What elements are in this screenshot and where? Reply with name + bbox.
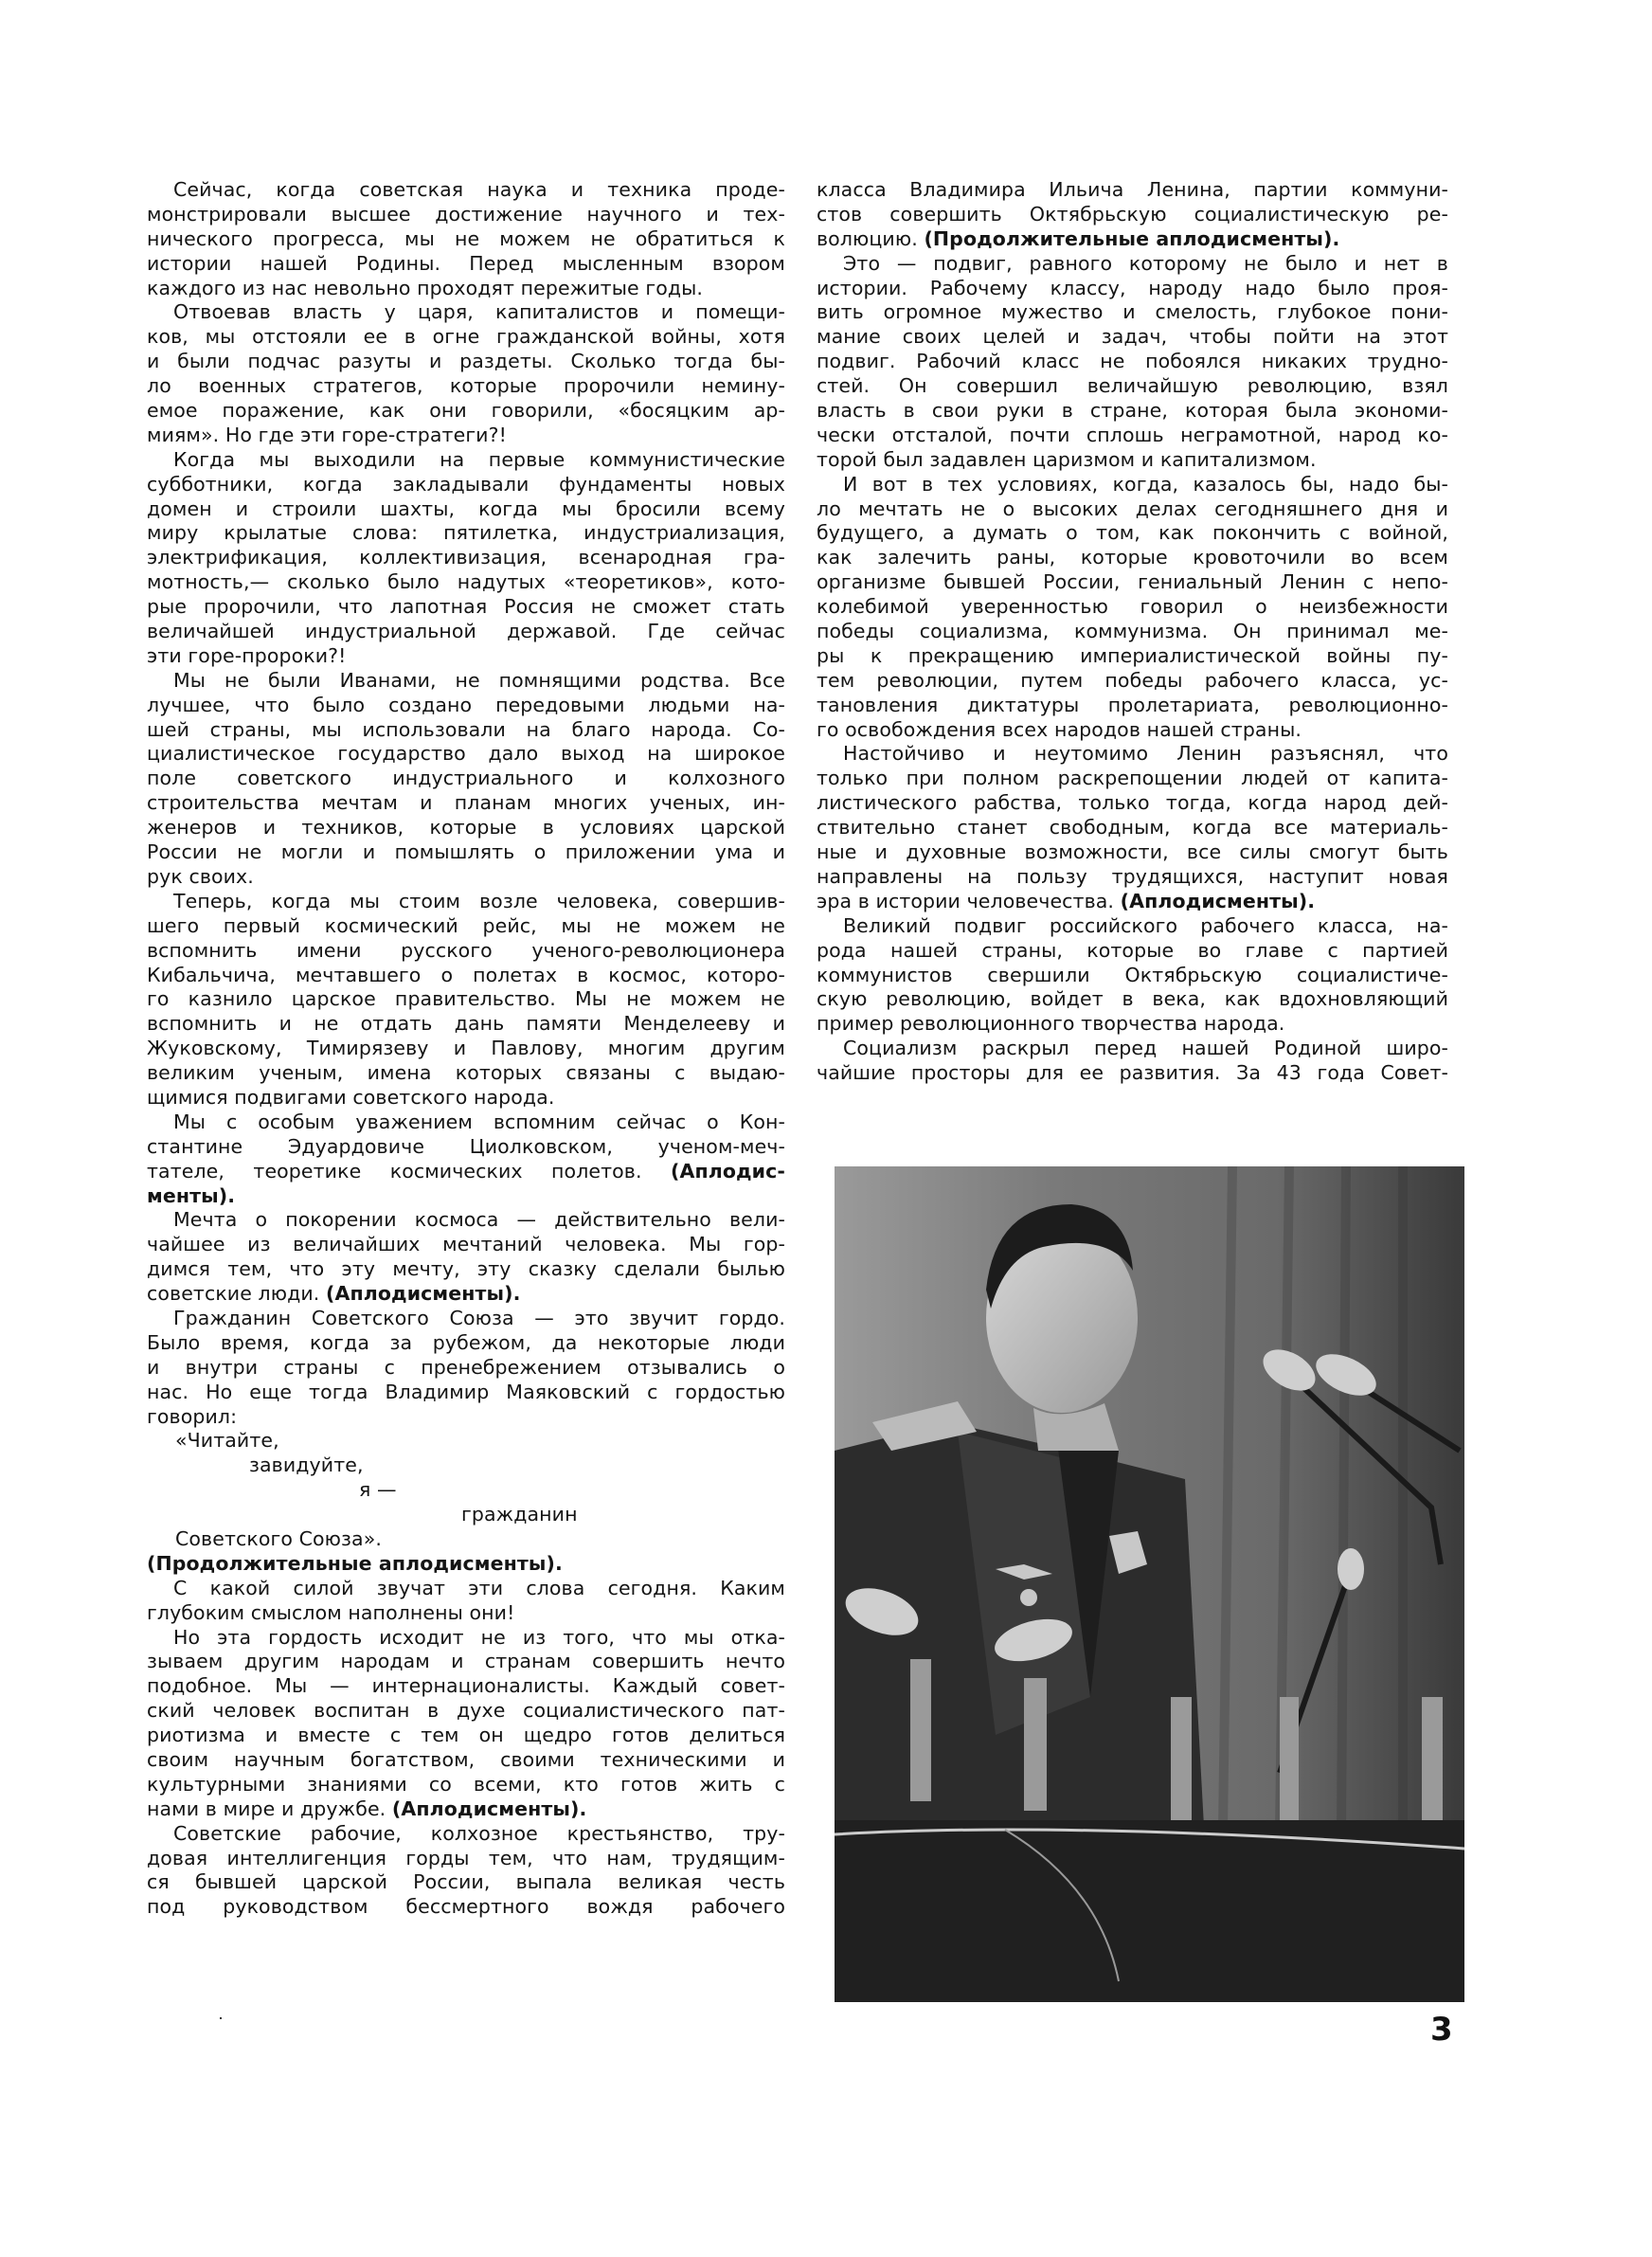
- text-line: [147, 1356, 785, 1381]
- text-line: [147, 1527, 785, 1552]
- text-run: ло военных стратегов, которые пророчили немину-: [147, 374, 785, 398]
- text-run: коммунистов свершили Октябрьскую социалистиче-: [817, 963, 1448, 986]
- text-run: ры к прекращению империалистической войны пу-: [817, 643, 1448, 667]
- text-run: С какой силой звучат эти слова сегодня. Каким: [173, 1576, 785, 1599]
- text-line: [817, 816, 1448, 840]
- text-line: [147, 325, 785, 350]
- text-column-right: [817, 178, 1448, 1086]
- text-line: [147, 767, 785, 791]
- text-line: [147, 1552, 785, 1577]
- text-line: [147, 1257, 785, 1282]
- text-run: победы социализма, коммунизма. Он принимал ме-: [817, 620, 1448, 643]
- text-line: [147, 987, 785, 1012]
- text-line: [817, 987, 1448, 1012]
- text-line: [147, 1478, 785, 1503]
- text-run: мотность,— сколько было надутых «теоретиков», кото-: [147, 570, 785, 594]
- text-run: стантине Эдуардовиче Циолковском, ученом-меч-: [147, 1134, 785, 1158]
- text-run: Мечта о покорении космоса — действительно вели-: [173, 1208, 785, 1232]
- text-run: миру крылатые слова: пятилетка, индустриализация,: [147, 521, 785, 545]
- text-run: каждого из нас невольно проходят пережитые годы.: [147, 276, 704, 299]
- text-line: [817, 620, 1448, 644]
- text-run: домен и строили шахты, когда мы бросили всему: [147, 497, 785, 520]
- text-run: зываем другим народам и странам совершить нечто: [147, 1650, 785, 1673]
- text-run: Советского Союза».: [175, 1526, 382, 1550]
- text-line: [147, 694, 785, 718]
- speaker-photo: [835, 1166, 1464, 2002]
- applause-note: (Аплодис-: [671, 1159, 785, 1183]
- text-line: [817, 939, 1448, 964]
- text-run: Мы с особым уважением вспомним сейчас о Кон-: [173, 1110, 785, 1133]
- text-run: направлены на пользу трудящихся, наступит новая: [817, 864, 1448, 888]
- applause-note: менты).: [147, 1183, 236, 1207]
- text-line: [817, 1061, 1448, 1086]
- text-line: [817, 374, 1448, 399]
- text-run: глубоким смыслом наполнены они!: [147, 1600, 515, 1624]
- text-run: го казнило царское правительство. Мы не можем не: [147, 987, 785, 1011]
- text-line: [147, 1086, 785, 1110]
- text-line: [817, 742, 1448, 767]
- text-line: [147, 1650, 785, 1674]
- applause-note: (Аплодисменты).: [391, 1797, 587, 1820]
- text-run: своим научным богатством, своими техническими и: [147, 1748, 785, 1771]
- text-run: Это — подвиг, равного которому не было и нет в: [843, 251, 1448, 275]
- text-run: России не могли и помышлять о приложении ума и: [147, 840, 785, 864]
- text-run: эра в истории человечества.: [817, 889, 1121, 912]
- text-run: тем революции, путем победы рабочего класса, ус-: [817, 668, 1448, 692]
- text-run: нами в мире и дружбе.: [147, 1797, 392, 1820]
- text-run: монстрировали высшее достижение научного и тех-: [147, 202, 785, 226]
- text-line: [147, 497, 785, 522]
- text-line: [817, 595, 1448, 620]
- applause-note: (Аплодисменты).: [1120, 889, 1316, 912]
- text-run: женеров и техников, которые в условиях царской: [147, 816, 785, 840]
- text-line: [147, 816, 785, 840]
- text-line: [147, 1037, 785, 1061]
- text-run: советские люди.: [147, 1282, 327, 1306]
- text-line: [817, 890, 1448, 914]
- text-run: Отвоевав власть у царя, капиталистов и помещи-: [173, 300, 785, 324]
- text-run: щимися подвигами советского народа.: [147, 1085, 555, 1109]
- text-run: Настойчиво и неутомимо Ленин разъяснял, что: [843, 742, 1448, 766]
- text-run: торой был задавлен царизмом и капитализмом.: [817, 447, 1317, 471]
- text-line: [147, 203, 785, 227]
- text-run: Было время, когда за рубежом, да некоторые люди: [147, 1330, 785, 1354]
- text-run: вспомнить имени русского ученого-революционера: [147, 938, 785, 962]
- text-run: И вот в тех условиях, когда, казалось бы, надо бы-: [843, 472, 1448, 496]
- text-run: истории нашей Родины. Перед мысленным взором: [147, 251, 785, 275]
- text-run: подвиг. Рабочий класс не побоялся никаких трудно-: [817, 350, 1448, 373]
- text-line: [147, 914, 785, 939]
- text-run: ные и духовные возможности, все силы смогут быть: [817, 840, 1448, 864]
- text-run: рук своих.: [147, 864, 254, 888]
- text-run: говорил:: [147, 1404, 238, 1428]
- text-line: [817, 1012, 1448, 1037]
- text-run: шего первый космический рейс, мы не можем не: [147, 913, 785, 937]
- text-run: Социализм раскрыл перед нашей Родиной широ-: [843, 1037, 1448, 1060]
- text-run: Сейчас, когда советская наука и техника проде-: [173, 178, 785, 201]
- text-run: Кибальчича, мечтавшего о полетах в космос, которо-: [147, 963, 785, 986]
- text-run: мание своих целей и задач, чтобы пойти на этот: [817, 325, 1448, 349]
- text-line: [147, 1061, 785, 1086]
- text-line: [817, 350, 1448, 374]
- text-run: класса Владимира Ильича Ленина, партии коммуни-: [817, 178, 1448, 201]
- text-run: истории. Рабочему классу, народу надо было проя-: [817, 276, 1448, 299]
- text-run: Когда мы выходили на первые коммунистические: [173, 447, 785, 471]
- text-line: [147, 1233, 785, 1257]
- text-line: [817, 424, 1448, 448]
- text-line: [147, 964, 785, 988]
- text-run: только при полном раскрепощении людей от капита-: [817, 767, 1448, 790]
- text-line: [817, 448, 1448, 473]
- text-line: [147, 1454, 785, 1478]
- text-line: [147, 1601, 785, 1626]
- text-line: [147, 1626, 785, 1651]
- text-run: поле советского индустриального и колхозного: [147, 767, 785, 790]
- text-line: [817, 473, 1448, 497]
- text-line: [147, 1577, 785, 1601]
- text-run: чески отсталой, почти сплошь неграмотной, народ ко-: [817, 423, 1448, 446]
- text-run: рода нашей страны, которые во главе с партией: [817, 938, 1448, 962]
- text-line: [147, 1381, 785, 1405]
- text-run: шей страны, мы использовали на благо народа. Со-: [147, 717, 785, 741]
- text-line: [147, 1405, 785, 1430]
- text-run: довая интеллигенция горды тем, что нам, трудящим-: [147, 1846, 785, 1869]
- text-run: волюцию.: [817, 226, 925, 250]
- text-line: [147, 1160, 785, 1184]
- text-run: завидуйте,: [249, 1454, 364, 1477]
- text-line: [147, 448, 785, 473]
- text-line: [147, 570, 785, 595]
- text-run: Мы не были Иванами, не помнящими родства. Все: [173, 668, 785, 692]
- text-line: [817, 546, 1448, 570]
- text-run: я —: [359, 1478, 397, 1502]
- text-run: емое поражение, как они говорили, «босяцким ар-: [147, 399, 785, 423]
- text-run: нического прогресса, мы не можем не обратиться к: [147, 226, 785, 250]
- text-run: риотизма и вместе с тем он щедро готов делиться: [147, 1724, 785, 1747]
- text-run: Гражданин Советского Союза — это звучит гордо.: [173, 1306, 785, 1329]
- text-line: [147, 473, 785, 497]
- text-line: [147, 1847, 785, 1871]
- text-run: скую революцию, войдет в века, как вдохновляющий: [817, 987, 1448, 1011]
- text-line: [147, 791, 785, 816]
- text-line: [147, 546, 785, 570]
- text-line: [147, 227, 785, 252]
- text-run: тановления диктатуры пролетариата, революционно-: [817, 693, 1448, 716]
- text-line: [147, 595, 785, 620]
- text-run: под руководством бессмертного вождя рабочего: [147, 1895, 785, 1919]
- page-number: 3: [1430, 2011, 1453, 2049]
- text-line: [147, 178, 785, 203]
- text-line: [147, 840, 785, 865]
- text-line: [147, 1822, 785, 1847]
- text-run: Теперь, когда мы стоим возле человека, совершив-: [173, 889, 785, 912]
- text-run: электрификация, коллективизация, всенародная гра-: [147, 546, 785, 569]
- applause-note: (Продолжительные аплодисменты).: [924, 226, 1340, 250]
- text-line: [147, 1773, 785, 1797]
- text-line: [817, 865, 1448, 890]
- text-line: [147, 277, 785, 301]
- text-run: ский человек воспитан в духе социалистического пат-: [147, 1699, 785, 1723]
- text-line: [147, 1724, 785, 1748]
- text-line: [147, 865, 785, 890]
- applause-note: (Аплодисменты).: [326, 1282, 521, 1306]
- text-line: [147, 1699, 785, 1724]
- text-line: [147, 1870, 785, 1895]
- text-line: [147, 1674, 785, 1699]
- text-run: будущего, а думать о том, как покончить с войной,: [817, 521, 1448, 545]
- text-line: [147, 1503, 785, 1527]
- text-run: эти горе-пророки?!: [147, 643, 347, 667]
- text-line: [147, 300, 785, 325]
- text-line: [147, 350, 785, 374]
- text-line: [147, 742, 785, 767]
- text-run: димся тем, что эту мечту, эту сказку сделали былью: [147, 1257, 785, 1281]
- text-line: [817, 325, 1448, 350]
- text-line: [817, 1037, 1448, 1061]
- text-line: [817, 914, 1448, 939]
- text-run: вить огромное мужество и смелость, глубокое пони-: [817, 300, 1448, 324]
- text-line: [817, 840, 1448, 865]
- text-run: ствительно станет свободным, когда все материаль-: [817, 816, 1448, 840]
- text-line: [817, 277, 1448, 301]
- text-line: [817, 570, 1448, 595]
- text-line: [817, 203, 1448, 227]
- text-line: [817, 964, 1448, 988]
- text-line: [147, 424, 785, 448]
- text-run: строительства мечтам и планам многих ученых, ин-: [147, 791, 785, 815]
- text-line: [147, 1429, 785, 1454]
- text-line: [147, 644, 785, 669]
- text-line: [147, 1208, 785, 1233]
- text-run: циалистическое государство дало выход на широкое: [147, 742, 785, 766]
- text-run: пример революционного творчества народа.: [817, 1012, 1285, 1036]
- text-run: Советские рабочие, колхозное крестьянство, тру-: [173, 1821, 785, 1845]
- text-run: культурными знаниями со всеми, кто готов жить с: [147, 1772, 785, 1796]
- text-run: лучшее, что было создано передовыми людьми на-: [147, 693, 785, 716]
- text-line: [817, 694, 1448, 718]
- text-run: Великий подвиг российского рабочего класса, на-: [843, 913, 1448, 937]
- text-line: [147, 939, 785, 964]
- text-run: стов совершить Октябрьскую социалистическую ре-: [817, 202, 1448, 226]
- text-run: ло мечтать не о высоких делах сегодняшнего дня и: [817, 497, 1448, 520]
- text-line: [817, 300, 1448, 325]
- text-run: ся бывшей царской России, выпала великая честь: [147, 1870, 785, 1894]
- text-run: организме бывшей России, гениальный Ленин с непо-: [817, 570, 1448, 594]
- text-run: рые пророчили, что лапотная Россия не сможет стать: [147, 595, 785, 619]
- text-run: гражданин: [461, 1503, 578, 1526]
- text-line: [147, 669, 785, 694]
- text-line: [147, 1110, 785, 1135]
- photograph-icon: [835, 1166, 1464, 2002]
- applause-note: (Продолжительные аплодисменты).: [147, 1551, 563, 1575]
- text-line: [817, 767, 1448, 791]
- text-line: [147, 620, 785, 644]
- text-line: [147, 252, 785, 277]
- text-line: [147, 1282, 785, 1307]
- text-line: [147, 399, 785, 424]
- text-line: [147, 374, 785, 399]
- text-line: [147, 1184, 785, 1209]
- text-run: чайшие просторы для ее развития. За 43 года Совет-: [817, 1061, 1448, 1085]
- text-run: колебимой уверенностью говорил о неизбежности: [817, 595, 1448, 619]
- text-run: вспомнить и не отдать дань памяти Менделееву и: [147, 1012, 785, 1036]
- text-column-left: [147, 178, 785, 1920]
- text-line: [147, 1135, 785, 1160]
- text-line: [817, 497, 1448, 522]
- text-line: [817, 521, 1448, 546]
- text-line: [817, 399, 1448, 424]
- text-run: Жуковскому, Тимирязеву и Павлову, многим другим: [147, 1037, 785, 1060]
- text-line: [817, 791, 1448, 816]
- text-run: власть в свои руки в стране, которая была экономи-: [817, 399, 1448, 423]
- text-line: [817, 227, 1448, 252]
- text-run: «Читайте,: [175, 1429, 279, 1453]
- text-run: стей. Он совершил величайшую революцию, взял: [817, 374, 1448, 398]
- text-line: [147, 1307, 785, 1331]
- text-run: Но эта гордость исходит не из того, что мы отка-: [173, 1625, 785, 1649]
- text-run: подобное. Мы — интернационалисты. Каждый совет-: [147, 1674, 785, 1698]
- text-run: и внутри страны с пренебрежением отзывались о: [147, 1355, 785, 1379]
- text-run: как залечить раны, которые кровоточили во всем: [817, 546, 1448, 569]
- text-run: листического рабства, только тогда, когда народ дей-: [817, 791, 1448, 815]
- text-run: ков, мы отстояли ее в огне гражданской войны, хотя: [147, 325, 785, 349]
- text-run: миям». Но где эти горе-стратеги?!: [147, 423, 507, 446]
- text-line: [817, 669, 1448, 694]
- text-line: [147, 521, 785, 546]
- text-line: [817, 178, 1448, 203]
- text-line: [147, 1748, 785, 1773]
- text-line: [817, 252, 1448, 277]
- text-line: [147, 890, 785, 914]
- text-line: [147, 1331, 785, 1356]
- text-run: субботники, когда закладывали фундаменты новых: [147, 472, 785, 496]
- text-run: великим ученым, имена которых связаны с выдаю-: [147, 1061, 785, 1085]
- text-line: [817, 718, 1448, 743]
- text-run: чайшее из величайших мечтаний человека. Мы гор-: [147, 1233, 785, 1256]
- text-run: и были подчас разуты и раздеты. Сколько тогда бы-: [147, 350, 785, 373]
- text-run: нас. Но еще тогда Владимир Маяковский с гордостью: [147, 1380, 785, 1403]
- text-line: [817, 644, 1448, 669]
- print-speck: [220, 2017, 222, 2019]
- text-run: го освобождения всех народов нашей страны.: [817, 717, 1302, 741]
- text-line: [147, 1797, 785, 1822]
- text-run: величайшей индустриальной державой. Где сейчас: [147, 620, 785, 643]
- text-line: [147, 718, 785, 743]
- text-run: тателе, теоретике космических полетов.: [147, 1159, 672, 1183]
- text-line: [147, 1012, 785, 1037]
- text-line: [147, 1895, 785, 1920]
